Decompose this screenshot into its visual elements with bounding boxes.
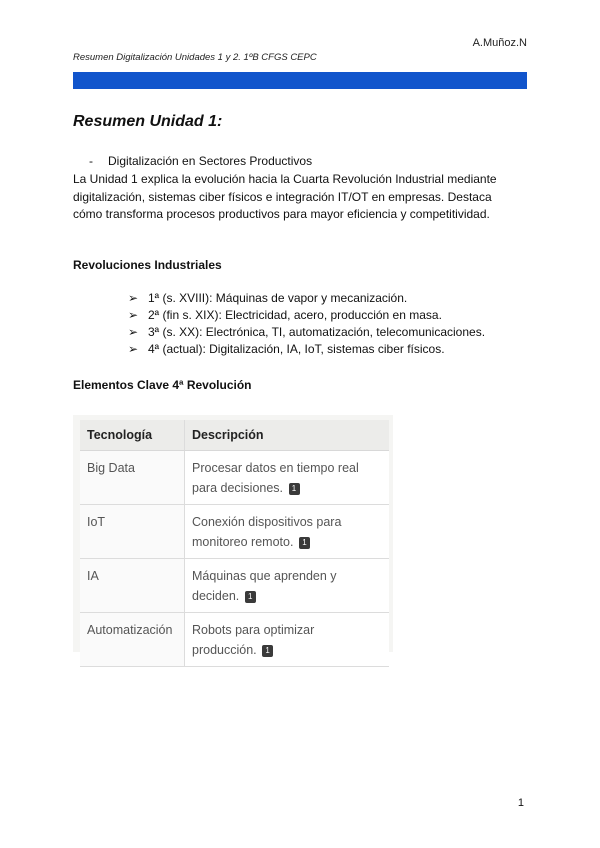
header-bar: [73, 72, 527, 89]
table-row: [80, 559, 389, 613]
list-item: [128, 290, 485, 307]
technology-cell: IA: [80, 559, 185, 613]
description-cell: [185, 559, 390, 613]
unit-paragraph: La Unidad 1 explica la evolución hacia la Cuarta Revolución Industrial mediante digitalización, sistemas ciber físicos e integración IT/OT en empresas. Destaca cómo transforma procesos productivos para mayor eficiencia y competitividad.: [73, 172, 497, 221]
description-text: Robots para optimizar producción.: [192, 623, 315, 657]
table-header-row: [80, 420, 389, 451]
page-number: 1: [517, 797, 524, 809]
table-row: [80, 613, 389, 667]
technology-cell: Automatización: [80, 613, 185, 667]
table-row: [80, 451, 389, 505]
document-subtitle: Resumen Digitalización Unidades 1 y 2. 1ºB CFGS CEPC: [73, 52, 317, 63]
description-text: Procesar datos en tiempo real para decisiones.: [192, 461, 359, 495]
dash-item-text: Digitalización en Sectores Productivos: [108, 154, 313, 168]
technology-table-image: [73, 415, 393, 657]
technology-table: [80, 420, 389, 667]
arrow-bullet-icon: ➢: [128, 342, 139, 356]
list-item-text: 2ª (fin s. XIX): Electricidad, acero, producción en masa.: [148, 308, 442, 322]
citation-badge: 1: [299, 537, 310, 549]
column-header-technology: Tecnología: [80, 420, 185, 451]
author-name: A.Muñoz.N: [472, 37, 527, 49]
list-item-text: 3ª (s. XX): Electrónica, TI, automatización, telecomunicaciones.: [148, 325, 486, 339]
technology-cell: Big Data: [80, 451, 185, 505]
revolutions-heading: Revoluciones Industriales: [73, 258, 222, 272]
description-text: Máquinas que aprenden y deciden.: [192, 569, 337, 603]
list-item: [128, 341, 485, 358]
unit-title: Resumen Unidad 1:: [73, 113, 223, 130]
description-cell: [185, 505, 390, 559]
citation-badge: 1: [289, 483, 300, 495]
dash-list-item: [89, 154, 312, 168]
description-cell: [185, 451, 390, 505]
list-item: [128, 307, 485, 324]
list-item-text: 4ª (actual): Digitalización, IA, IoT, sistemas ciber físicos.: [148, 342, 445, 356]
column-header-description: Descripción: [185, 420, 390, 451]
arrow-bullet-icon: ➢: [128, 308, 139, 322]
table-row: [80, 505, 389, 559]
revolutions-list: [128, 290, 485, 358]
arrow-bullet-icon: ➢: [128, 325, 139, 339]
elements-heading: Elementos Clave 4ª Revolución: [73, 378, 252, 392]
list-item-text: 1ª (s. XVIII): Máquinas de vapor y mecanización.: [148, 291, 408, 305]
technology-cell: IoT: [80, 505, 185, 559]
description-text: Conexión dispositivos para monitoreo remoto.: [192, 515, 342, 549]
citation-badge: 1: [245, 591, 256, 603]
citation-badge: 1: [262, 645, 273, 657]
dash-bullet: -: [89, 154, 93, 168]
description-cell: [185, 613, 390, 667]
arrow-bullet-icon: ➢: [128, 291, 139, 305]
list-item: [128, 324, 485, 341]
